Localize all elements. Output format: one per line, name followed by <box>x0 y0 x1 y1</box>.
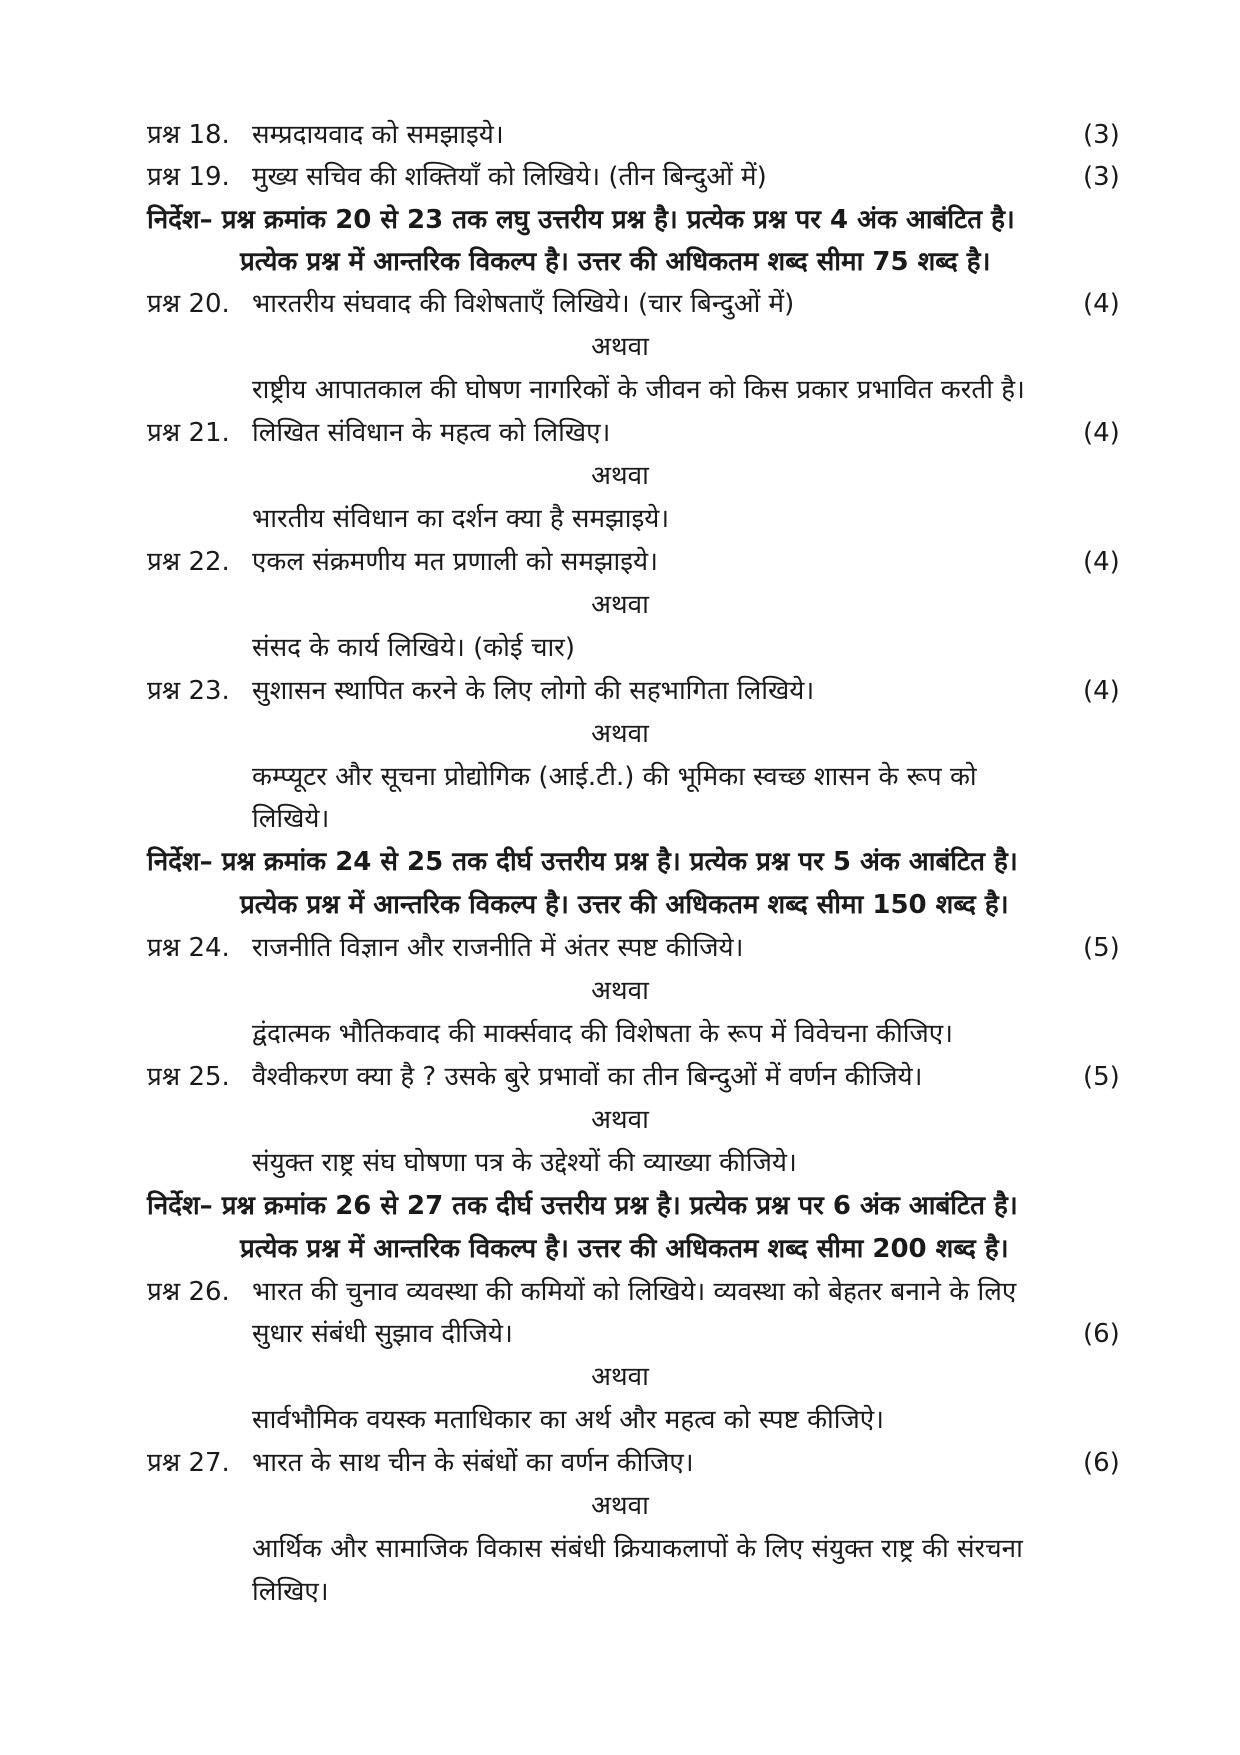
question-marks: (4) <box>1083 547 1120 577</box>
question-label: प्रश्न 19. <box>147 162 230 192</box>
or-label: अथवा <box>591 1491 649 1521</box>
question-text: सम्प्रदायवाद को समझाइये। <box>252 120 504 150</box>
question-label: प्रश्न 18. <box>147 120 230 150</box>
alternative-text: संसद के कार्य लिखिये। (कोई चार) <box>252 633 575 663</box>
alternative-text: द्वंदात्मक भौतिकवाद की मार्क्सवाद की विशेषता के रूप में विवेचना कीजिए। <box>252 1019 953 1049</box>
question-label: प्रश्न 20. <box>147 289 230 319</box>
question-text: लिखित संविधान के महत्व को लिखिए। <box>252 418 611 448</box>
alternative-text: लिखिए। <box>252 1577 329 1607</box>
question-text: भारतरीय संघवाद की विशेषताएँ लिखिये। (चार बिन्दुओं में) <box>252 289 795 319</box>
question-marks: (5) <box>1083 1062 1120 1092</box>
question-text: भारत की चुनाव व्यवस्था की कमियों को लिखिये। व्यवस्था को बेहतर बनाने के लिए <box>252 1277 1017 1307</box>
direction-text: प्रत्येक प्रश्न में आन्तरिक विकल्प है। उत्तर की अधिकतम शब्द सीमा 150 शब्द है। <box>240 890 1009 920</box>
alternative-text: आर्थिक और सामाजिक विकास संबंधी क्रियाकलापों के लिए संयुक्त राष्ट्र की संरचना <box>252 1534 1023 1564</box>
question-label: प्रश्न 23. <box>147 676 230 706</box>
alternative-text: भारतीय संविधान का दर्शन क्या है समझाइये। <box>252 504 670 534</box>
question-marks: (3) <box>1083 120 1120 150</box>
question-text: सुधार संबंधी सुझाव दीजिये। <box>252 1319 513 1349</box>
question-marks: (6) <box>1083 1319 1120 1349</box>
question-label: प्रश्न 25. <box>147 1062 230 1092</box>
direction-text: प्रत्येक प्रश्न में आन्तरिक विकल्प है। उत्तर की अधिकतम शब्द सीमा 200 शब्द है। <box>240 1234 1009 1264</box>
question-label: प्रश्न 22. <box>147 547 230 577</box>
question-text: वैश्वीकरण क्या है ? उसके बुरे प्रभावों का तीन बिन्दुओं में वर्णन कीजिये। <box>252 1062 923 1092</box>
question-text: भारत के साथ चीन के संबंधों का वर्णन कीजिए। <box>252 1448 694 1478</box>
question-marks: (4) <box>1083 676 1120 706</box>
question-marks: (4) <box>1083 289 1120 319</box>
question-text: सुशासन स्थापित करने के लिए लोगो की सहभागिता लिखिये। <box>252 676 815 706</box>
question-label: प्रश्न 21. <box>147 418 230 448</box>
or-label: अथवा <box>591 1105 649 1135</box>
or-label: अथवा <box>591 976 649 1006</box>
direction-text: निर्देश– प्रश्न क्रमांक 24 से 25 तक दीर्घ उत्तरीय प्रश्न है। प्रत्येक प्रश्न पर 5 अंक आबंटित है। <box>147 847 1018 877</box>
or-label: अथवा <box>591 590 649 620</box>
alternative-text: संयुक्त राष्ट्र संघ घोषणा पत्र के उद्देश्यों की व्याख्या कीजिये। <box>252 1148 797 1178</box>
question-label: प्रश्न 27. <box>147 1448 230 1478</box>
or-label: अथवा <box>591 332 649 362</box>
direction-text: प्रत्येक प्रश्न में आन्तरिक विकल्प है। उत्तर की अधिकतम शब्द सीमा 75 शब्द है। <box>240 247 991 277</box>
alternative-text: कम्प्यूटर और सूचना प्रोद्योगिक (आई.टी.) की भूमिका स्वच्छ शासन के रूप को <box>252 762 977 792</box>
question-text: राजनीति विज्ञान और राजनीति में अंतर स्पष्ट कीजिये। <box>252 933 744 963</box>
or-label: अथवा <box>591 1362 649 1392</box>
question-marks: (3) <box>1083 162 1120 192</box>
or-label: अथवा <box>591 719 649 749</box>
direction-text: निर्देश– प्रश्न क्रमांक 26 से 27 तक दीर्घ उत्तरीय प्रश्न है। प्रत्येक प्रश्न पर 6 अंक आबंटित है। <box>147 1191 1018 1221</box>
question-text: मुख्य सचिव की शक्तियाँ को लिखिये। (तीन बिन्दुओं में) <box>252 162 767 192</box>
or-label: अथवा <box>591 461 649 491</box>
question-text: एकल संक्रमणीय मत प्रणाली को समझाइये। <box>252 547 658 577</box>
question-marks: (6) <box>1083 1448 1120 1478</box>
question-marks: (4) <box>1083 418 1120 448</box>
alternative-text: सार्वभौमिक वयस्क मताधिकार का अर्थ और महत्व को स्पष्ट कीजिऐ। <box>252 1405 885 1435</box>
alternative-text: राष्ट्रीय आपातकाल की घोषण नागरिकों के जीवन को किस प्रकार प्रभावित करती है। <box>252 375 1025 405</box>
question-label: प्रश्न 24. <box>147 933 230 963</box>
alternative-text: लिखिये। <box>252 804 330 834</box>
direction-text: निर्देश– प्रश्न क्रमांक 20 से 23 तक लघु उत्तरीय प्रश्न है। प्रत्येक प्रश्न पर 4 अंक आबंटित है। <box>147 205 1015 235</box>
question-label: प्रश्न 26. <box>147 1277 230 1307</box>
question-marks: (5) <box>1083 933 1120 963</box>
